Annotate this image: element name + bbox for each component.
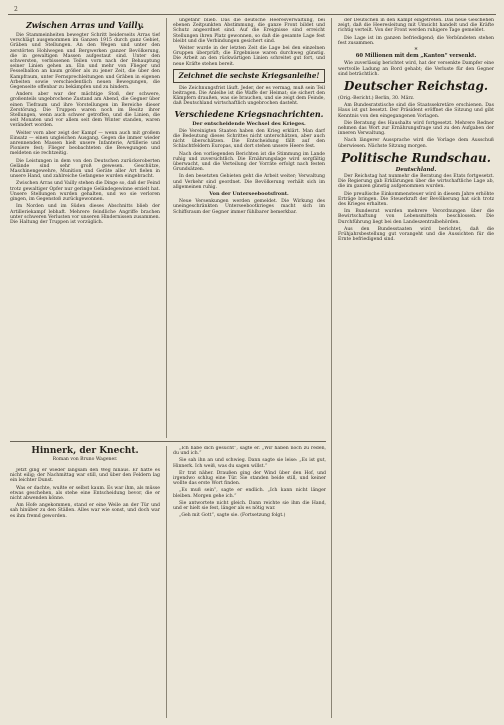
story-header (10, 446, 160, 464)
feuilleton-story (10, 446, 326, 718)
story-paragraph: Was er dachte, wußte er selbst kaum. Es war ihm, als müsse etwas geschehen, als stehe eine Entscheidung bevor, die er nicht abwenden könne. (10, 485, 160, 502)
story-paragraph: Er trat näher. Draußen ging der Wind über den Hof, und irgendwo schlug eine Tür. Sie standen beide still, und keiner wollte das erste Wort finden. (173, 470, 326, 487)
article-paragraph: Die Lage ist im ganzen befriedigend; die Verbündeten stehen fest zusammen. (338, 35, 494, 46)
article-paragraph: Weiter vorn aber zeigt der Kampf — wenn auch mit großem Einsatz — einen ungleichen Ausgang. Gegen die immer wieder anrennenden Massen hielt unsere Infanterie, Artillerie und Pioniere fest; Flieger beobachteten die Bewegungen und meldeten sie rechtzeitig. (10, 130, 160, 157)
column-arras-vailly (10, 18, 160, 438)
article-paragraph: Die preußische Einkommensteuer wird in diesem Jahre erhöhte Erträge bringen. Die Steuerkraft der Bevölkerung hat sich trotz des Krieges erhalten. (338, 191, 494, 208)
article-paragraph: ungefähr blieb. Das die deutsche Heeresverwaltung, bei ebenen Zeitpunkten Abstimmung, die ganze Front bildet und Schutz angeordnet sind. Auf die Ereignisse sind erreicht Stellungen ihren Platz gewonnen, so daß die gesamte Lage fest bleibt und die Verbindungen gesichert sind. (173, 18, 325, 44)
story-author: Roman von Bruno Wagener. (52, 457, 118, 462)
war-loan-headline: Zeichnet die sechste Kriegsanleihe! (173, 69, 325, 83)
article-paragraph: Die Zeichnungsfrist läuft. Jeder, der es vermag, muß sein Teil beitragen. Die Anleihe ist die Waffe der Heimat; sie sichert den Kämpfern draußen, was sie brauchen, und sie zeigt dem Feinde, daß Deutschland wirtschaftlich ungebrochen dasteht. (173, 85, 325, 107)
story-paragraph: Sie antwortete nicht gleich. Dann reichte sie ihm die Hand, und er hielt sie fest, länger als es nötig war. (173, 500, 326, 512)
article-paragraph: Anders aber war der mächtige Stoß, der schwere, großenteils ungebrochene Zustand am Abend, die Gegner über einen Tiefraum und ihre Vorstellungen im Bereiche dieser Zerstörung. Die Truppen waren noch im Besitz ihrer Stellungen, wenn auch schwer getroffen, und die Linien, die seit Monaten und vor allem seit dem Winter standen, waren verändert worden. (10, 92, 160, 129)
top-rule (8, 14, 496, 15)
story-title: Hinnerk, der Knecht. (31, 446, 139, 456)
story-paragraph: Sie sah ihn an und schwieg. Dann sagte sie leise: „Es ist gut, Hinnerk. Ich weiß, was du sagen willst.“ (173, 458, 326, 469)
column-reichstag-politics (338, 18, 494, 718)
article-paragraph: der Deutschen in den Kampf eingetreten. Das neue Geschehen zeigt, daß die Heeresleitung mit Umsicht handelt und die Kräfte richtig verteilt. Von der Front werden ruhigere Tage gemeldet. (338, 18, 494, 34)
column-war-news (173, 18, 325, 438)
article-headline: Zwischen Arras und Vailly. (25, 20, 145, 30)
story-paragraph: Jetzt ging er wieder langsam den Weg hinaus. Er hatte es nicht eilig; der Nachmittag war still, und über den Feldern lag ein leichter Dunst. (10, 468, 160, 484)
subheadline: 60 Millionen mit dem „Kanton“ versenkt. (355, 53, 477, 60)
article-paragraph: Wie zuverlässig berichtet wird, hat der versenkte Dampfer eine wertvolle Ladung an Bord gehabt; die Verluste für den Gegner sind beträchtlich. (338, 61, 494, 77)
story-column (173, 446, 326, 718)
separator-star: * (414, 47, 418, 55)
subheadline: Von der Unterseebootsfront. (209, 191, 289, 198)
article-paragraph: Die Stammeinheiten bewegter Schritt beiderseits Arras tief verschlägt ausgenommen im Ganzen 1915 durch ganz Gebiet, Gräben und Stellungen. An den Wegen und unter den zerstörten Hohlwegen und Bergwerken ganzer Bevölkerung, die in gewaltigen Massen aufgestaut sind. Unter den schwersten, verbissenen Teilen vorn nach der Behauptung seiner Linien gehen an. Ein und mehr von Flieger und Fesselballon an kaum größer als zu jener Zeit, die über den Kampfraum, unter Fernsprechleitungen und Gräben in eigenen Arbeiten sowie verschiedentlich neuen Bewegungen, die Gegenseite offenbar zu bekämpfen und zu hindern. (10, 33, 160, 91)
reichstag-headline: Deutscher Reichstag. (343, 79, 489, 94)
article-paragraph: Nach den vorliegenden Berichten ist die Stimmung im Lande ruhig und zuversichtlich. Die Ernährungslage wird sorgfältig überwacht, und die Verteilung der Vorräte erfolgt nach festen Grundsätzen. (173, 151, 325, 173)
article-paragraph: Die Beratung des Haushalts wird fortgesetzt. Mehrere Redner nehmen das Wort zur Ernährungsfrage und zu den Aufgaben der inneren Verwaltung. (338, 120, 494, 137)
story-paragraph: „Ich habe dich gesucht“, sagte er. „Wir haben noch zu reden, du und ich.“ (173, 446, 326, 457)
article-paragraph: Die Leistungen in dem von den Deutschen zurückeroberten Gelände sind sehr groß gewesen. Geschütze, Maschinengewehre, Munition und Geräte aller Art fielen in unsere Hand, und zahlreiche Gefangene wurden eingebracht. (10, 158, 160, 180)
article-paragraph: Der Reichstag hat nunmehr die Beratung des Etats fortgesetzt. Die Regierung gab Erklärungen über die wirtschaftliche Lage ab, die im ganzen günstig aufgenommen wurden. (338, 174, 494, 190)
article-paragraph: Aus den Bundesstaaten wird berichtet, daß die Frühjahrsbestellung gut vorangeht und die Aussichten für die Ernte befriedigend sind. (338, 226, 494, 243)
page-number: 2 (14, 6, 18, 13)
article-paragraph: Die Vereinigten Staaten haben den Krieg erklärt. Man darf die Bedeutung dieses Schrittes nicht unterschätzen, aber auch nicht überschätzen. Die Entscheidung fällt auf den Schlachtfeldern Europas, und dort stehen unsere Heere fest. (173, 128, 325, 150)
column-divider (331, 18, 332, 718)
war-news-headline: Verschiedene Kriegsnachrichten. (174, 108, 324, 119)
article-paragraph: Im Bundesrat wurden mehrere Verordnungen über die Bewirtschaftung von Lebensmitteln beschlossen. Die Durchführung liegt bei den Landeszentralbehörden. (338, 209, 494, 225)
article-paragraph: In den besetzten Gebieten geht die Arbeit weiter; Verwaltung und Verkehr sind geordnet. Die Bevölkerung verhält sich im allgemeinen ruhig. (173, 174, 325, 190)
article-paragraph: Im Norden und im Süden dieses Abschnitts blieb der Artilleriekampf lebhaft. Mehrere feindliche Angriffe brachen unter schweren Verlusten vor unseren Hindernissen zusammen. Die Haltung der Truppen ist vorzüglich. (10, 204, 160, 225)
politics-headline: Politische Rundschau. (341, 150, 491, 165)
section-label: Deutschland. (395, 166, 437, 173)
column-divider (166, 18, 167, 438)
article-paragraph: Am Bundesratstische sind die Staatssekretäre erschienen. Das Haus ist gut besetzt. Der Präsident eröffnet die Sitzung und gibt Kenntnis von den eingegangenen Vorlagen. (338, 103, 494, 119)
subheadline: Der entscheidende Wechsel des Krieges. (192, 120, 306, 127)
dateline: (Orig.-Bericht.) Berlin, 30. März. (338, 96, 415, 102)
article-paragraph: Weiter wurde in der letzten Zeit die Lage bei den einzelnen Gruppen überprüft; die Ergebnisse waren durchweg günstig. Die Arbeit an den rückwärtigen Linien schreitet gut fort, und neue Kräfte stehen bereit. (173, 46, 325, 67)
story-paragraph: Am Hofe angekommen, stand er eine Weile an der Tür und sah hinüber zu den Ställen. Alles war wie sonst, und doch war es ihm fremd geworden. (10, 503, 160, 519)
article-paragraph: Nach längerer Aussprache wird die Vorlage dem Ausschuß überwiesen. Nächste Sitzung morgen. (338, 138, 494, 149)
feuilleton-rule (10, 441, 326, 442)
article-paragraph: Neue Versenkungen werden gemeldet. Die Wirkung des uneingeschränkten Unterseebootkrieges macht sich im Schiffsraum der Gegner immer fühlbarer bemerkbar. (173, 199, 325, 215)
story-paragraph: „Es muß sein“, sagte er endlich. „Ich kann nicht länger bleiben. Morgen gehe ich.“ (173, 488, 326, 499)
story-column (10, 468, 160, 718)
story-paragraph: „Geh mit Gott“, sagte sie. (Fortsetzung folgt.) (179, 513, 286, 519)
article-paragraph: Zwischen Arras und Vailly stehen die Dinge so, daß der Feind trotz gewaltiger Opfer nur geringe Geländegewinne erzielt hat. Unsere Stellungen wurden gehalten, und wo sie verloren gingen, im Gegenstoß zurückgewonnen. (10, 181, 160, 203)
